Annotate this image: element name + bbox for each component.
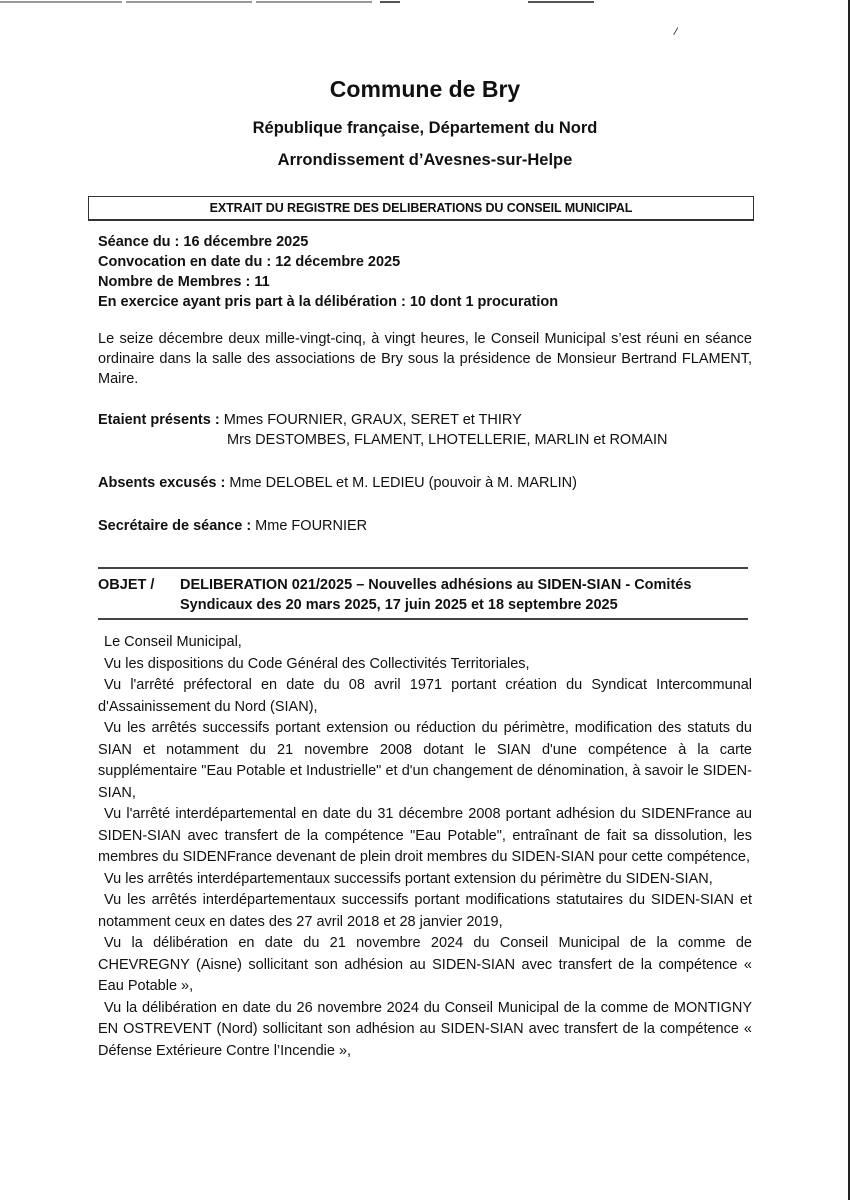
participants-count: En exercice ayant pris part à la délibération : 10 dont 1 procuration	[98, 294, 559, 310]
secretary-value: Mme FOURNIER	[251, 518, 368, 534]
subtitle-republique: République française, Département du Nord	[252, 119, 598, 137]
body-paragraph: Vu la délibération en date du 21 novembre 2024 du Conseil Municipal de la comme de CHEVREGNY (Aisne) sollicitant son adhésion au SIDEN-SIAN avec transfert de la compétence « Eau Potable »,	[98, 935, 752, 994]
scan-artifact-top	[0, 0, 850, 4]
objet-top-rule	[98, 567, 748, 569]
absents-block	[98, 475, 577, 491]
body-paragraph: Vu l'arrêté préfectoral en date du 08 avril 1971 portant création du Syndicat Intercommunal d'Assainissement du Nord (SIAN),	[98, 677, 752, 715]
objet-text: DELIBERATION 021/2025 – Nouvelles adhésions au SIDEN-SIAN - Comités Syndicaux des 20 mars 2025, 17 juin 2025 et 18 septembre 2025	[180, 577, 692, 613]
absents-value: Mme DELOBEL et M. LEDIEU (pouvoir à M. MARLIN)	[225, 475, 577, 491]
body-paragraph: Vu les arrêtés interdépartementaux successifs portant modifications statutaires du SIDEN-SIAN et notamment ceux en dates des 27 avril 2018 et 28 janvier 2019,	[98, 892, 752, 930]
body-paragraph: Vu les arrêtés interdépartementaux successifs portant extension du périmètre du SIDEN-SIAN,	[104, 870, 713, 887]
body-paragraph: Le Conseil Municipal,	[104, 634, 242, 650]
seance-date: Séance du : 16 décembre 2025	[98, 234, 309, 250]
member-count: Nombre de Membres : 11	[98, 274, 270, 290]
meeting-info	[98, 232, 558, 312]
document-title: Commune de Bry	[329, 76, 521, 102]
extract-label: EXTRAIT DU REGISTRE DES DELIBERATIONS DU CONSEIL MUNICIPAL	[209, 201, 633, 215]
body-paragraph: Vu l'arrêté interdépartemental en date du 31 décembre 2008 portant adhésion du SIDENFrance au SIDEN-SIAN avec transfert de la compétence "Eau Potable", entraînant de fait sa dissolution, les membres du SIDENFrance devenant de plein droit membres du SIDEN-SIAN pour cette compétence,	[98, 806, 752, 865]
absents-label: Absents excusés :	[98, 475, 226, 491]
presents-line-1: Mmes FOURNIER, GRAUX, SERET et THIRY	[219, 412, 522, 428]
subtitle-arrondissement: Arrondissement d’Avesnes-sur-Helpe	[277, 151, 573, 169]
deliberation-body	[98, 632, 752, 1062]
intro-paragraph: Le seize décembre deux mille-vingt-cinq, à vingt heures, le Conseil Municipal s’est réuni en séance ordinaire dans la salle des associations de Bry sous la présidence de Monsieur Bertrand FLAMENT, Maire.	[98, 331, 752, 387]
extract-banner	[88, 196, 754, 221]
secretary-label: Secrétaire de séance :	[98, 518, 252, 534]
presents-line-2: Mrs DESTOMBES, FLAMENT, LHOTELLERIE, MARLIN et ROMAIN	[227, 432, 668, 448]
body-paragraph: Vu les dispositions du Code Général des Collectivités Territoriales,	[104, 655, 530, 672]
secretary-block	[98, 518, 367, 534]
presents-label: Etaient présents :	[98, 412, 220, 428]
body-paragraph: Vu les arrêtés successifs portant extension ou réduction du périmètre, modification des statuts du SIAN et notamment du 21 novembre 2008 dotant le SIAN d'une compétence à la carte supplémentaire "Eau Potable et Industrielle" et d'un changement de dénomination, à savoir le SIDEN-SIAN,	[98, 720, 752, 801]
objet-bottom-rule	[98, 618, 748, 620]
presents-block	[98, 410, 667, 450]
convocation-date: Convocation en date du : 12 décembre 2025	[98, 254, 401, 270]
objet-label: OBJET /	[98, 577, 155, 593]
corner-mark: /	[672, 25, 679, 39]
body-paragraph: Vu la délibération en date du 26 novembre 2024 du Conseil Municipal de la comme de MONTIGNY EN OSTREVENT (Nord) sollicitant son adhésion au SIDEN-SIAN avec transfert de la compétence « Défense Extérieure Contre l’Incendie »,	[98, 999, 752, 1059]
